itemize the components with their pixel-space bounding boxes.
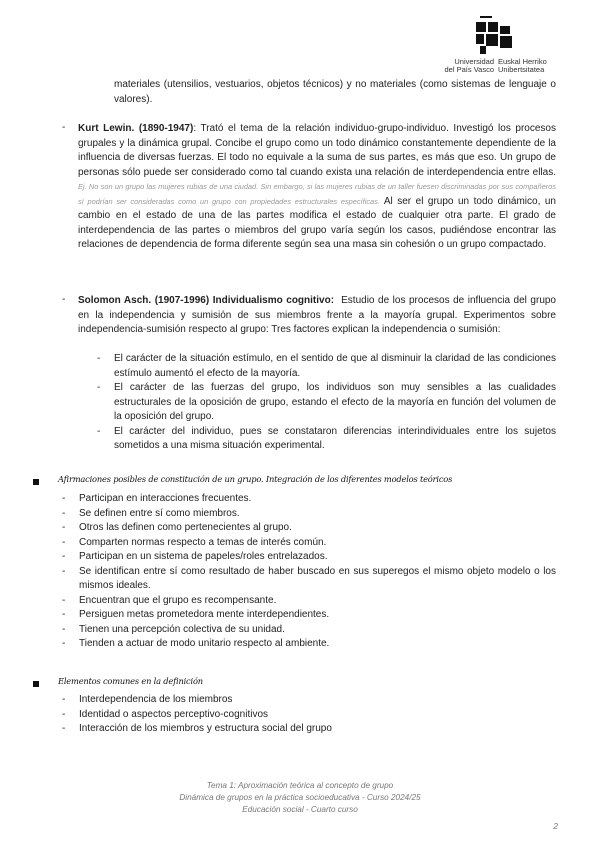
lewin-paragraph xyxy=(78,122,556,253)
list-item: - Tienen una percepción colectiva de su unidad. xyxy=(62,623,556,638)
constitution-list xyxy=(62,492,556,652)
university-name-eu: Euskal Herriko Unibertsitatea xyxy=(498,57,547,74)
asch-factors-list xyxy=(97,352,556,454)
lewin-text-2: Al ser el grupo un todo dinámico, un cambio en el estado de una de las partes modifica el estado de cualquier otra parte. El grado de interdependencia de las partes o miembros del grupo varía según los casos, pudiéndose encontrar las relaciones de dependencia de forma diferente según sea una masa sin cohesión o un grupo compactado. xyxy=(78,195,556,250)
page-number: 2 xyxy=(553,821,558,831)
asch-paragraph xyxy=(78,294,556,338)
list-item: - Participan en un sistema de papeles/roles entrelazados. xyxy=(62,550,556,565)
list-item: - Persiguen metas prometedora mente interdependientes. xyxy=(62,608,556,623)
section-bullet-icon xyxy=(33,479,39,485)
list-item: - Se definen entre sí como miembros. xyxy=(62,507,556,522)
list-item: - Otros las definen como pertenecientes al grupo. xyxy=(62,521,556,536)
university-logo xyxy=(430,14,560,74)
section-bullet-icon xyxy=(33,681,39,687)
page-footer xyxy=(0,780,600,816)
list-item: - El carácter de la situación estímulo, en el sentido de que al disminuir la claridad de las condiciones estímulo aumentó el efecto de la mayoría. xyxy=(97,352,556,381)
common-elements-list xyxy=(62,693,556,737)
lewin-name: Kurt Lewin. (1890-1947) xyxy=(78,123,194,134)
footer-line: Tema 1: Aproximación teórica al concepto de grupo xyxy=(206,781,394,790)
asch-text: Estudio de los procesos de influencia del grupo en la independencia y sumisión de sus miembros frente a la mayoría grupal. Experimentos sobre independencia-sumisión respecto al grupo: Tres factores explican la independencia o sumisión: xyxy=(78,295,556,335)
list-item: - Interdependencia de los miembros xyxy=(62,693,556,708)
list-item: - Identidad o aspectos perceptivo-cognitivos xyxy=(62,708,556,723)
list-item: - Encuentran que el grupo es recompensante. xyxy=(62,594,556,609)
bullet-dash: - xyxy=(62,294,66,305)
lewin-example-note: Ej. No son un grupo las mujeres rubias de una ciudad. Sin embargo, si las mujeres rubias de un taller fuesen discriminadas por sus compañeros sí podrían ser consideradas como un grupo con propiedades estructurales específicas. xyxy=(78,182,556,206)
list-item: - Comparten normas respecto a temas de interés común. xyxy=(62,536,556,551)
university-logo-icon xyxy=(470,16,518,56)
list-item: - Tienden a actuar de modo unitario respecto al ambiente. xyxy=(62,637,556,652)
list-item: - Participan en interacciones frecuentes. xyxy=(62,492,556,507)
list-item: - Interacción de los miembros y estructura social del grupo xyxy=(62,722,556,737)
list-item: - Se identifican entre sí como resultado de haber buscado en sus superegos el mismo objeto modelo o los mismos ideales. xyxy=(62,565,556,594)
footer-line: Dinámica de grupos en la práctica socioeducativa - Curso 2024/25 xyxy=(179,793,421,802)
list-item: - El carácter del individuo, pues se constataron diferencias interindividuales entre los sujetos sometidos a una misma situación experimental. xyxy=(97,425,556,454)
intro-continuation: materiales (utensilios, vestuarios, objetos técnicos) y no materiales (como sistemas de lenguaje o valores). xyxy=(114,79,556,105)
lewin-text-1: : Trató el tema de la relación individuo-grupo-individuo. Investigó los procesos grupales y la dinámica grupal. Concibe el grupo como un todo dinámico constantemente dependiente de la influencia de diversas fuerzas. El todo no equivale a la suma de sus partes, es más que eso. Un grupo de personas sólo puede ser considerado como tal cuando exista una relación de interdependencia entre ellas. xyxy=(78,123,556,178)
list-item: - El carácter de las fuerzas del grupo, los individuos son muy sensibles a las cualidades estructurales de la oposición de grupo, estando el efecto de la mayoría en función del volumen de la oposición del grupo. xyxy=(97,381,556,425)
university-name-es: Universidad del País Vasco xyxy=(444,57,494,74)
bullet-dash: - xyxy=(62,122,66,133)
footer-line: Educación social - Cuarto curso xyxy=(242,805,358,814)
section-title: Elementos comunes en la definición xyxy=(58,676,203,686)
section-title: Afirmaciones posibles de constitución de un grupo. Integración de los diferentes modelos teóricos xyxy=(58,474,453,484)
asch-name: Solomon Asch. (1907-1996) Individualismo cognitivo: xyxy=(78,295,335,306)
